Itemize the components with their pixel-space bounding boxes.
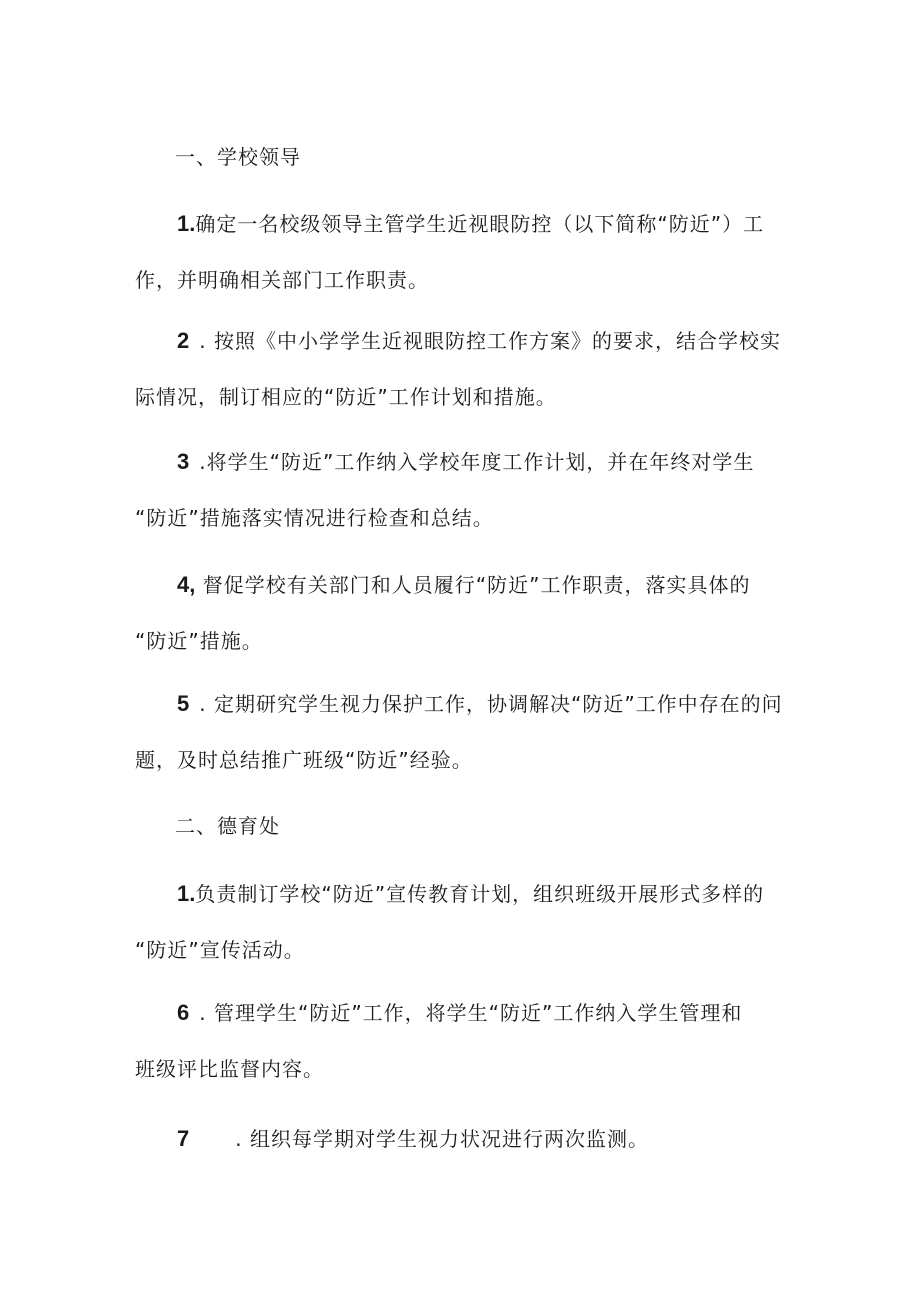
item-text-line2: “防近”措施。 — [135, 629, 263, 653]
list-item — [135, 313, 795, 425]
item-text-line2: 际情况，制订相应的“防近”工作计划和措施。 — [135, 385, 557, 409]
item-number: 7 — [177, 1126, 190, 1151]
item-number: 2 — [177, 328, 190, 353]
item-text-line1: . 组织每学期对学生视力状况进行两次监测。 — [235, 1127, 649, 1151]
item-text-line2: 题，及时总结推广班级“防近”经验。 — [135, 748, 473, 772]
item-text-line1: . 定期研究学生视力保护工作，协调解决“防近”工作中存在的问 — [199, 692, 783, 716]
item-text-line1: .将学生“防近”工作纳入学校年度工作计划，并在年终对学生 — [199, 450, 755, 474]
item-text-line2: “防近”宣传活动。 — [135, 938, 305, 962]
item-text-line1: . 按照《中小学学生近视眼防控工作方案》的要求，结合学校实 — [199, 329, 781, 353]
item-number: 5 — [177, 691, 190, 716]
item-number: 6 — [177, 1000, 190, 1025]
list-item — [135, 985, 795, 1097]
item-number: 1. — [177, 881, 196, 906]
section-heading: 一、学校领导 — [175, 145, 301, 169]
list-item — [135, 1111, 795, 1167]
item-number: 4, — [177, 572, 196, 597]
item-text-line2: “防近”措施落实情况进行检查和总结。 — [135, 506, 494, 530]
list-item — [135, 866, 795, 978]
list-item — [135, 196, 795, 308]
item-text-line1: 确定一名校级领导主管学生近视眼防控（以下简称“防近”）工 — [195, 212, 765, 236]
item-number: 3 — [177, 449, 190, 474]
list-item — [135, 557, 795, 669]
item-number: 1. — [177, 211, 196, 236]
section-heading: 二、德育处 — [175, 814, 280, 838]
item-text-line1: 督促学校有关部门和人员履行“防近”工作职责，落实具体的 — [202, 573, 751, 597]
item-text-line2: 班级评比监督内容。 — [135, 1057, 324, 1081]
item-text-line1: 负责制订学校“防近”宣传教育计划，组织班级开展形式多样的 — [195, 882, 765, 906]
list-item — [135, 676, 795, 788]
list-item — [135, 434, 795, 546]
item-text-line2: 作，并明确相关部门工作职责。 — [135, 268, 429, 292]
item-text-line1: . 管理学生“防近”工作，将学生“防近”工作纳入学生管理和 — [199, 1001, 743, 1025]
